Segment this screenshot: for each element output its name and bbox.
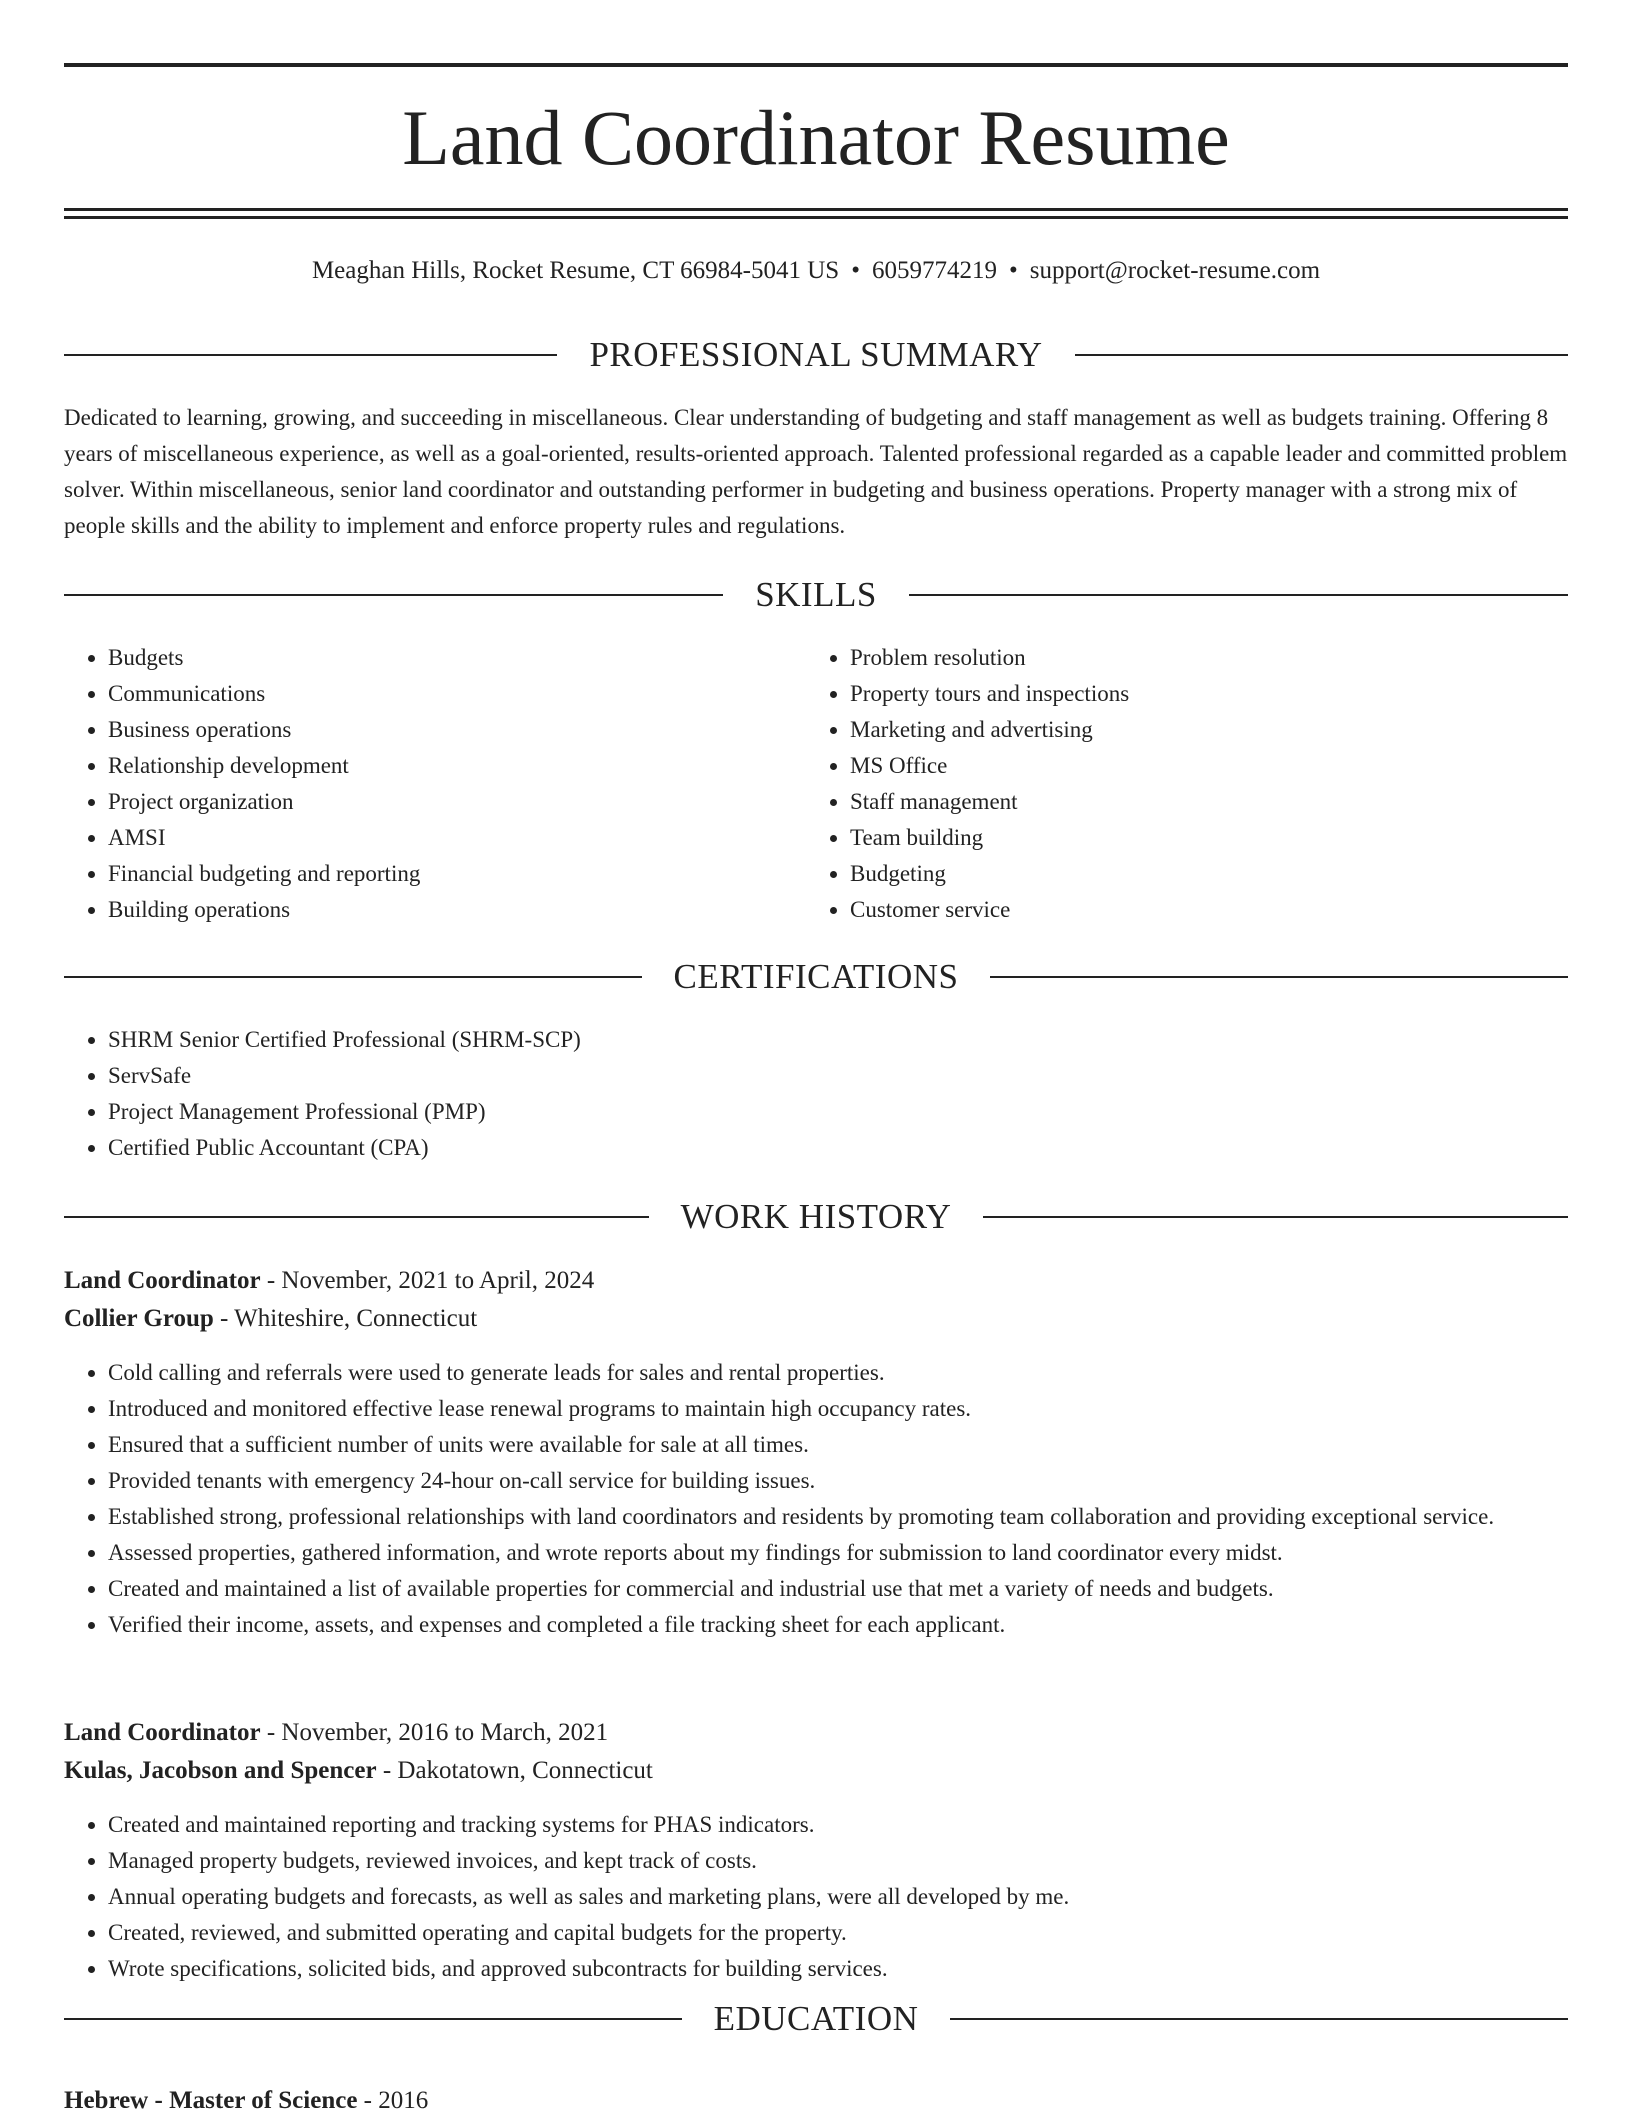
job-bullet: • Managed property budgets, reviewed invoices, and kept track of costs. [108, 1843, 1568, 1879]
job-dates: - November, 2016 to March, 2021 [260, 1719, 609, 1746]
section-rule [64, 2018, 682, 2020]
certification-item: • Certified Public Accountant (CPA) [108, 1130, 1568, 1166]
section-title: EDUCATION [713, 1999, 919, 2038]
skill-item: • Marketing and advertising [850, 712, 1550, 748]
job-bullet: • Verified their income, assets, and expenses and completed a file tracking sheet for each applicant. [108, 1607, 1568, 1643]
skill-item: • Budgeting [850, 856, 1550, 892]
education-year: - 2016 [357, 2087, 429, 2114]
education-school-degree: Hebrew - Master of Science [64, 2087, 358, 2114]
section-rule [1075, 354, 1568, 356]
title-rule-lower [64, 216, 1568, 219]
job-title: Land Coordinator [64, 1267, 261, 1294]
contact-separator: • [1008, 257, 1018, 284]
section-header-certifications [64, 955, 1568, 999]
section-header-summary [64, 333, 1568, 377]
job-bullet: • Created and maintained a list of available properties for commercial and industrial use that met a variety of needs and budgets. [108, 1571, 1568, 1607]
section-rule [64, 594, 723, 596]
top-rule [64, 63, 1568, 67]
job-location: - Whiteshire, Connecticut [213, 1305, 478, 1332]
job-company: Collier Group [64, 1305, 214, 1332]
section-rule [909, 594, 1568, 596]
skill-item: • Project organization [108, 784, 808, 820]
section-title: WORK HISTORY [680, 1197, 952, 1236]
section-header-work-history [64, 1195, 1568, 1239]
skill-item: • Building operations [108, 892, 808, 928]
job-bullet: • Created, reviewed, and submitted operating and capital budgets for the property. [108, 1915, 1568, 1951]
contact-line [64, 254, 1568, 288]
contact-email: support@rocket-resume.com [1029, 257, 1321, 284]
section-rule [64, 354, 557, 356]
certification-item: • ServSafe [108, 1058, 1568, 1094]
section-title: CERTIFICATIONS [673, 957, 959, 996]
certifications-list [64, 1022, 1568, 1166]
job-bullet: • Established strong, professional relationships with land coordinators and residents by promoting team collaboration and providing exceptional service. [108, 1499, 1568, 1535]
section-rule [64, 1216, 649, 1218]
job-company-line [64, 1300, 477, 1338]
summary-paragraph: Dedicated to learning, growing, and succeeding in miscellaneous. Clear understanding of budgeting and staff management as well as budgets training. Offering 8 years of miscellaneous experience, as well as a goal-oriented, results-oriented approach. Talented professional regarded as a capable leader and committed problem solver. Within miscellaneous, senior land coordinator and outstanding performer in budgeting and business operations. Property manager with a strong mix of people skills and the ability to implement and enforce property rules and regulations. [64, 405, 1568, 538]
skill-item: • Budgets [108, 640, 808, 676]
title-rule-upper [64, 208, 1568, 211]
skill-item: • Team building [850, 820, 1550, 856]
skills-list-left [64, 640, 808, 928]
skill-item: • Property tours and inspections [850, 676, 1550, 712]
skill-item: • Relationship development [108, 748, 808, 784]
job-bullet: • Assessed properties, gathered information, and wrote reports about my findings for submission to land coordinator every midst. [108, 1535, 1568, 1571]
section-title: PROFESSIONAL SUMMARY [589, 335, 1043, 374]
job-bullet: • Wrote specifications, solicited bids, and approved subcontracts for building services. [108, 1951, 1568, 1987]
job-bullet: • Cold calling and referrals were used to generate leads for sales and rental properties. [108, 1355, 1568, 1391]
job-title-line [64, 1714, 608, 1752]
contact-separator: • [851, 257, 860, 284]
skill-item: • Customer service [850, 892, 1550, 928]
section-header-skills [64, 573, 1568, 617]
job-company-line [64, 1752, 653, 1790]
section-rule [950, 2018, 1568, 2020]
section-rule [983, 1216, 1568, 1218]
job-bullet: • Annual operating budgets and forecasts, as well as sales and marketing plans, were all developed by me. [108, 1879, 1568, 1915]
skill-item: • AMSI [108, 820, 808, 856]
job-title: Land Coordinator [64, 1719, 261, 1746]
skills-list-right [806, 640, 1550, 928]
skill-item: • Problem resolution [850, 640, 1550, 676]
section-rule [64, 976, 642, 978]
job-bullet: • Created and maintained reporting and tracking systems for PHAS indicators. [108, 1807, 1568, 1843]
certification-item: • SHRM Senior Certified Professional (SHRM-SCP) [108, 1022, 1568, 1058]
job-bullet: • Ensured that a sufficient number of units were available for sale at all times. [108, 1427, 1568, 1463]
skill-item: • Communications [108, 676, 808, 712]
job-dates: - November, 2021 to April, 2024 [260, 1267, 595, 1294]
section-title: SKILLS [755, 575, 877, 614]
resume-title: Land Coordinator Resume [402, 94, 1230, 181]
skill-item: • Staff management [850, 784, 1550, 820]
job-bullets [64, 1807, 1568, 1987]
job-bullet: • Provided tenants with emergency 24-hour on-call service for building issues. [108, 1463, 1568, 1499]
education-line [64, 2082, 428, 2120]
certification-item: • Project Management Professional (PMP) [108, 1094, 1568, 1130]
job-title-line [64, 1262, 594, 1300]
job-bullets [64, 1355, 1568, 1643]
section-rule [990, 976, 1568, 978]
skill-item: • Financial budgeting and reporting [108, 856, 808, 892]
section-header-education [64, 1997, 1568, 2041]
job-location: - Dakotatown, Connecticut [376, 1757, 653, 1784]
skill-item: • Business operations [108, 712, 808, 748]
job-bullet: • Introduced and monitored effective lease renewal programs to maintain high occupancy rates. [108, 1391, 1568, 1427]
contact-phone: 6059774219 [871, 257, 997, 284]
contact-address: Meaghan Hills, Rocket Resume, CT 66984-5041 US [311, 257, 840, 284]
job-company: Kulas, Jacobson and Spencer [64, 1757, 377, 1784]
skill-item: • MS Office [850, 748, 1550, 784]
